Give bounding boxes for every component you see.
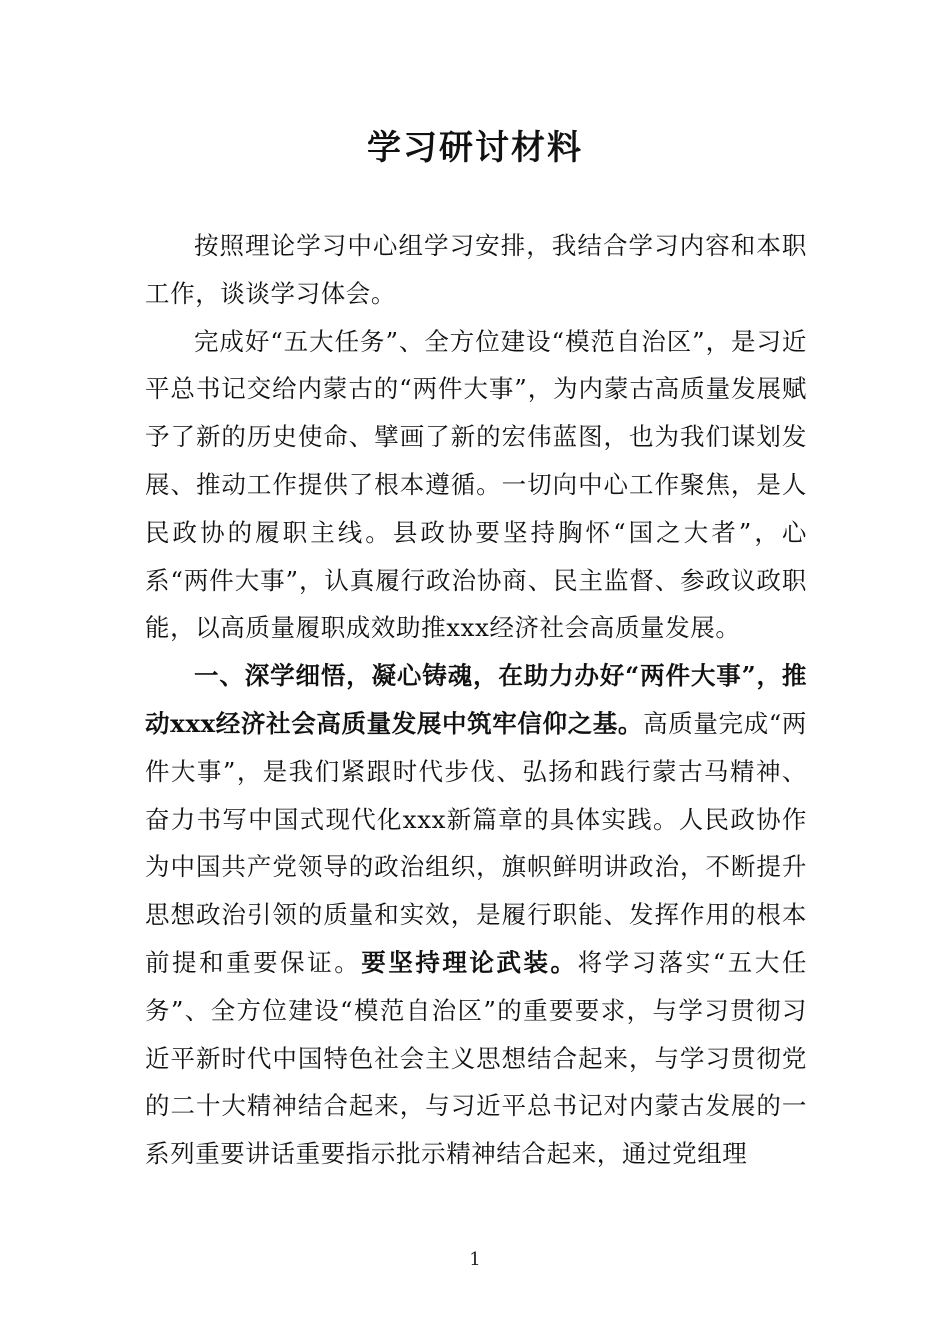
section-one-paragraph <box>145 652 807 1178</box>
document-body <box>145 222 807 1178</box>
page-number: 1 <box>469 1249 481 1270</box>
context-paragraph: 完成好“五大任务”、全方位建设“模范自治区”，是习近平总书记交给内蒙古的“两件大事”，为内蒙古高质量发展赋予了新的历史使命、擘画了新的宏伟蓝图，也为我们谋划发展、推动工作提供了根本遵循。一切向中心工作聚焦，是人民政协的履职主线。县政协要坚持胸怀“国之大者”，心系“两件大事”，认真履行政治协商、民主监督、参政议政职能，以高质量履职成效助推xxx经济社会高质量发展。 <box>145 326 807 643</box>
intro-paragraph: 按照理论学习中心组学习安排，我结合学习内容和本职工作，谈谈学习体会。 <box>145 231 807 308</box>
section-one-text-a: 高质量完成“两件大事”，是我们紧跟时代步伐、弘扬和践行蒙古马精神、奋力书写中国式现代化xxx新篇章的具体实践。人民政协作为中国共产党领导的政治组织，旗帜鲜明讲政治，不断提升思想政治引领的质量和实效，是履行职能、发挥作用的根本前提和重要保证。 <box>145 708 807 977</box>
document-title: 学习研讨材料 <box>367 128 583 168</box>
section-one-heading: 一、深学细悟，凝心铸魂，在助力办好“两件大事”，推动xxx经济社会高质量发展中筑牢信仰之基。 <box>145 661 807 738</box>
section-one-emphasis: 要坚持理论武装。 <box>361 947 578 977</box>
section-one-text-b: 将学习落实“五大任务”、全方位建设“模范自治区”的重要要求，与学习贯彻习近平新时代中国特色社会主义思想结合起来，与学习贯彻党的二十大精神结合起来，与习近平总书记对内蒙古发展的一系列重要讲话重要指示批示精神结合起来，通过党组理 <box>145 947 807 1169</box>
